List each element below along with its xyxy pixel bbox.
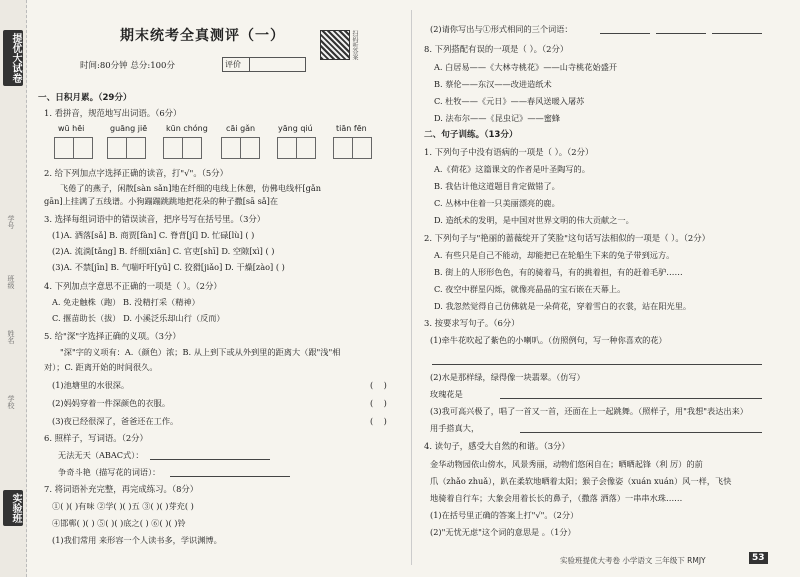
writing-grid-5[interactable] bbox=[278, 137, 316, 157]
q5-item-1: (1)池塘里的水很深。 bbox=[52, 380, 130, 390]
s2-q3-sub-2-start: 玫瑰花是 bbox=[430, 389, 463, 399]
side-label-name: 姓名 bbox=[7, 330, 15, 344]
pinyin-2: guāng jiē bbox=[110, 124, 148, 133]
qr-code-icon[interactable] bbox=[320, 30, 350, 60]
q5-answer-1[interactable]: ( ) bbox=[370, 380, 387, 390]
section-1-heading: 一、日积月累。（29分） bbox=[38, 93, 132, 103]
q4-options-cd: C. 揠苗助长（拔） D. 小溪泛乐却山行（反而） bbox=[52, 313, 225, 323]
q8-option-a: A. 白居易——《大林寺桃花》——山寺桃花始盛开 bbox=[434, 62, 618, 72]
s2-q1-option-d: D. 造纸术的发明，是中国对世界文明的伟大贡献之一。 bbox=[434, 215, 634, 225]
q8-option-d: D. 法布尔——《昆虫记》——蜜蜂 bbox=[434, 113, 561, 123]
q3-row-3: (3)A. 不禁[jīn] B. 气喘吁吁[yū] C. 狡猾[jiǎo] D. 干燥[zào] ( ) bbox=[52, 262, 285, 272]
side-label-class: 班级 bbox=[7, 275, 15, 289]
q6-prompt: 6. 照样子，写词语。（2分） bbox=[44, 433, 148, 443]
q7-sub-1: (1)我们常用 来形容一个人读书多，学识渊博。 bbox=[52, 535, 222, 545]
q7-row-1: ①( )( )有味 ②学( )( )五 ③( )( )芽充( ) bbox=[52, 501, 194, 511]
section-2-heading: 二、句子训练。（13分） bbox=[424, 130, 518, 140]
column-divider bbox=[411, 10, 412, 565]
s2-q2-option-d: D. 我忽然觉得自己仿佛就是一朵荷花，穿着雪白的衣裳，站在阳光里。 bbox=[434, 301, 692, 311]
s2-q3-sub-3-start: 用手搭真大， bbox=[430, 423, 480, 433]
side-label-student-id: 学号 bbox=[7, 215, 15, 229]
r0-blank-1[interactable] bbox=[600, 24, 650, 34]
q6-line-1: 无法无天（ABAC式）： bbox=[58, 450, 144, 460]
q1-prompt: 1. 看拼音，规范地写出词语。（6分） bbox=[44, 108, 182, 118]
q3-prompt: 3. 选择每组词语中的错误读音，把序号写在括号里。（3分） bbox=[44, 214, 266, 224]
q6-answer-2[interactable] bbox=[170, 467, 290, 477]
pinyin-6: tiān fēn bbox=[336, 124, 367, 133]
q4-options-ab: A. 免走触株（跑） B. 没精打采（精神） bbox=[52, 297, 200, 307]
q7-row-2: ④邯郸( )( ) ⑤( )( )底之( ) ⑥( )( )铃 bbox=[52, 518, 186, 528]
q5-answer-3[interactable]: ( ) bbox=[370, 416, 387, 426]
q5-def-1: "深"字的义项有：A.（颜色）浓；B. 从上到下或从外到里的距离大（跟"浅"相 bbox=[60, 347, 341, 357]
q7-prompt: 7. 将词语补充完整，再完成练习。（8分） bbox=[44, 484, 199, 494]
brand-tag-top: 提优大试卷 bbox=[3, 30, 23, 86]
s2-q4-sub-1: (1)在括号里正确的答案上打"√"。（2分） bbox=[430, 510, 579, 520]
r0-blank-3[interactable] bbox=[712, 24, 762, 34]
q6-answer-1[interactable] bbox=[150, 450, 270, 460]
footer-text: 实验班提优大考卷 小学语文 三年级下 RMJY bbox=[560, 556, 706, 565]
q2-prompt: 2. 给下列加点字选择正确的读音，打"√"。（5分） bbox=[44, 168, 228, 178]
s2-q4-passage-2: 爪（zhǎo zhuǎ），趴在柔软地晒着太阳；猴子会像姿（xuán xuán）风一样，飞快 bbox=[430, 476, 732, 486]
side-label-school: 学校 bbox=[7, 395, 15, 409]
s2-q2-option-b: B. 街上的人形形色色，有的骑着马，有的挑着担，有的赶着毛驴…… bbox=[434, 267, 683, 277]
s2-q2-prompt: 2. 下列句子与"艳丽的蔷薇绽开了笑脸"这句话写法相似的一项是（ ）。（2分） bbox=[424, 233, 710, 243]
q6-line-2: 争奇斗艳（描写花的词语）： bbox=[58, 467, 161, 477]
writing-grid-2[interactable] bbox=[108, 137, 146, 157]
r0-blank-2[interactable] bbox=[656, 24, 706, 34]
writing-grid-4[interactable] bbox=[222, 137, 260, 157]
s2-q2-option-a: A. 有些只是自己不能动，却能把已在轮船生下来的兔子带到远方。 bbox=[434, 250, 675, 260]
pinyin-4: cāi gǎn bbox=[226, 124, 256, 133]
writing-grid-6[interactable] bbox=[334, 137, 372, 157]
q5-prompt: 5. 给"深"字选择正确的义项。（3分） bbox=[44, 331, 181, 341]
writing-grid-1[interactable] bbox=[55, 137, 93, 157]
q5-item-2: (2)妈妈穿着一件深颜色的衣服。 bbox=[52, 398, 171, 408]
s2-q3-answer-1[interactable] bbox=[432, 355, 762, 365]
s2-q1-prompt: 1. 下列句子中没有语病的一项是（ ）。（2分） bbox=[424, 147, 594, 157]
qr-caption: 扫码听答案 bbox=[351, 30, 358, 60]
pinyin-5: yāng qiú bbox=[278, 124, 313, 133]
q5-def-2: 对）；C. 距离开始的时间很久。 bbox=[44, 362, 158, 372]
time-score-info: 时间:80分钟 总分:100分 bbox=[80, 61, 175, 71]
s2-q3-sub-3: (3)我可高兴极了，唱了一首又一首，还面在上一起跳舞。（照样子，用"我想"表达出来） bbox=[430, 406, 748, 416]
s2-q4-passage-3: 地骑着自行车；大象会用着长长的鼻子，（撒落 洒落）一串串水珠…… bbox=[430, 493, 683, 503]
score-label: 评价 bbox=[225, 60, 241, 69]
s2-q3-prompt: 3. 按要求写句子。（6分） bbox=[424, 318, 520, 328]
s2-q3-answer-2[interactable] bbox=[500, 389, 762, 399]
s2-q3-sub-2: (2)水是那样绿，绿得像一块翡翠。（仿写） bbox=[430, 372, 585, 382]
brand-tag-bottom: 实验班 bbox=[3, 490, 23, 526]
s2-q4-passage-1: 金华动物园依山傍水，风景秀丽，动物们悠闲自在；晒晒起锋（利 厉）的前 bbox=[430, 459, 703, 469]
s2-q2-option-c: C. 夜空中群星闪烁，就像亮晶晶的宝石嵌在天幕上。 bbox=[434, 284, 626, 294]
q2-line-2: gān]上挂满了五线谱。小狗蹦蹦跳跳地把花朵的种子撒[sā sǎ]在 bbox=[44, 196, 279, 206]
right-q7-sub-2: (2)请你写出与①形式相同的三个词语： bbox=[430, 24, 573, 34]
q8-prompt: 8. 下列搭配有误的一项是（ ）。（2分） bbox=[424, 44, 569, 54]
writing-grid-3[interactable] bbox=[164, 137, 202, 157]
s2-q4-sub-2: (2)"无忧无虑"这个词的意思是 。（1分） bbox=[430, 527, 576, 537]
q8-option-b: B. 蔡伦——东汉——改进造纸术 bbox=[434, 79, 552, 89]
s2-q4-prompt: 4. 读句子，感受大自然的和谐。（3分） bbox=[424, 441, 570, 451]
score-box[interactable] bbox=[222, 57, 306, 72]
q4-prompt: 4. 下列加点字意思不正确的一项是（ ）。（2分） bbox=[44, 281, 222, 291]
q5-item-3: (3)夜已经很深了，爸爸还在工作。 bbox=[52, 416, 179, 426]
pinyin-1: wū hēi bbox=[58, 124, 85, 133]
q3-row-1: (1)A. 洒落[sǎ] B. 商贾[fàn] C. 脊背[jǐ] D. 忙碌[lù] ( ) bbox=[52, 230, 255, 240]
side-binding-strip bbox=[0, 0, 27, 577]
exam-title: 期末统考全真测评（一） bbox=[120, 28, 285, 44]
s2-q1-option-b: B. 我估计他这道题目肯定做错了。 bbox=[434, 181, 560, 191]
q5-answer-2[interactable]: ( ) bbox=[370, 398, 387, 408]
s2-q3-sub-1: (1)牵牛花吹起了紫色的小喇叭。（仿照例句，写一种你喜欢的花） bbox=[430, 335, 667, 345]
s2-q1-option-a: A.《荷花》这篇课文的作者是叶圣陶写的。 bbox=[434, 164, 590, 174]
q3-row-2: (2)A. 流淌[tǎng] B. 纤细[xiān] C. 官吏[shī] D. 空隙[xì] ( ) bbox=[52, 246, 275, 256]
pinyin-3: kūn chóng bbox=[166, 124, 208, 133]
q2-line-1: 飞倦了的燕子，闲散[sàn sǎn]地在纤细的电线上休憩，仿佛电线杆[gǎn bbox=[60, 183, 321, 193]
page-number: 53 bbox=[749, 552, 768, 564]
s2-q1-option-c: C. 丛林中住着一只美丽漂亮的鹿。 bbox=[434, 198, 560, 208]
s2-q3-answer-3[interactable] bbox=[520, 423, 762, 433]
q8-option-c: C. 杜牧——《元日》——春风送暖入屠苏 bbox=[434, 96, 585, 106]
